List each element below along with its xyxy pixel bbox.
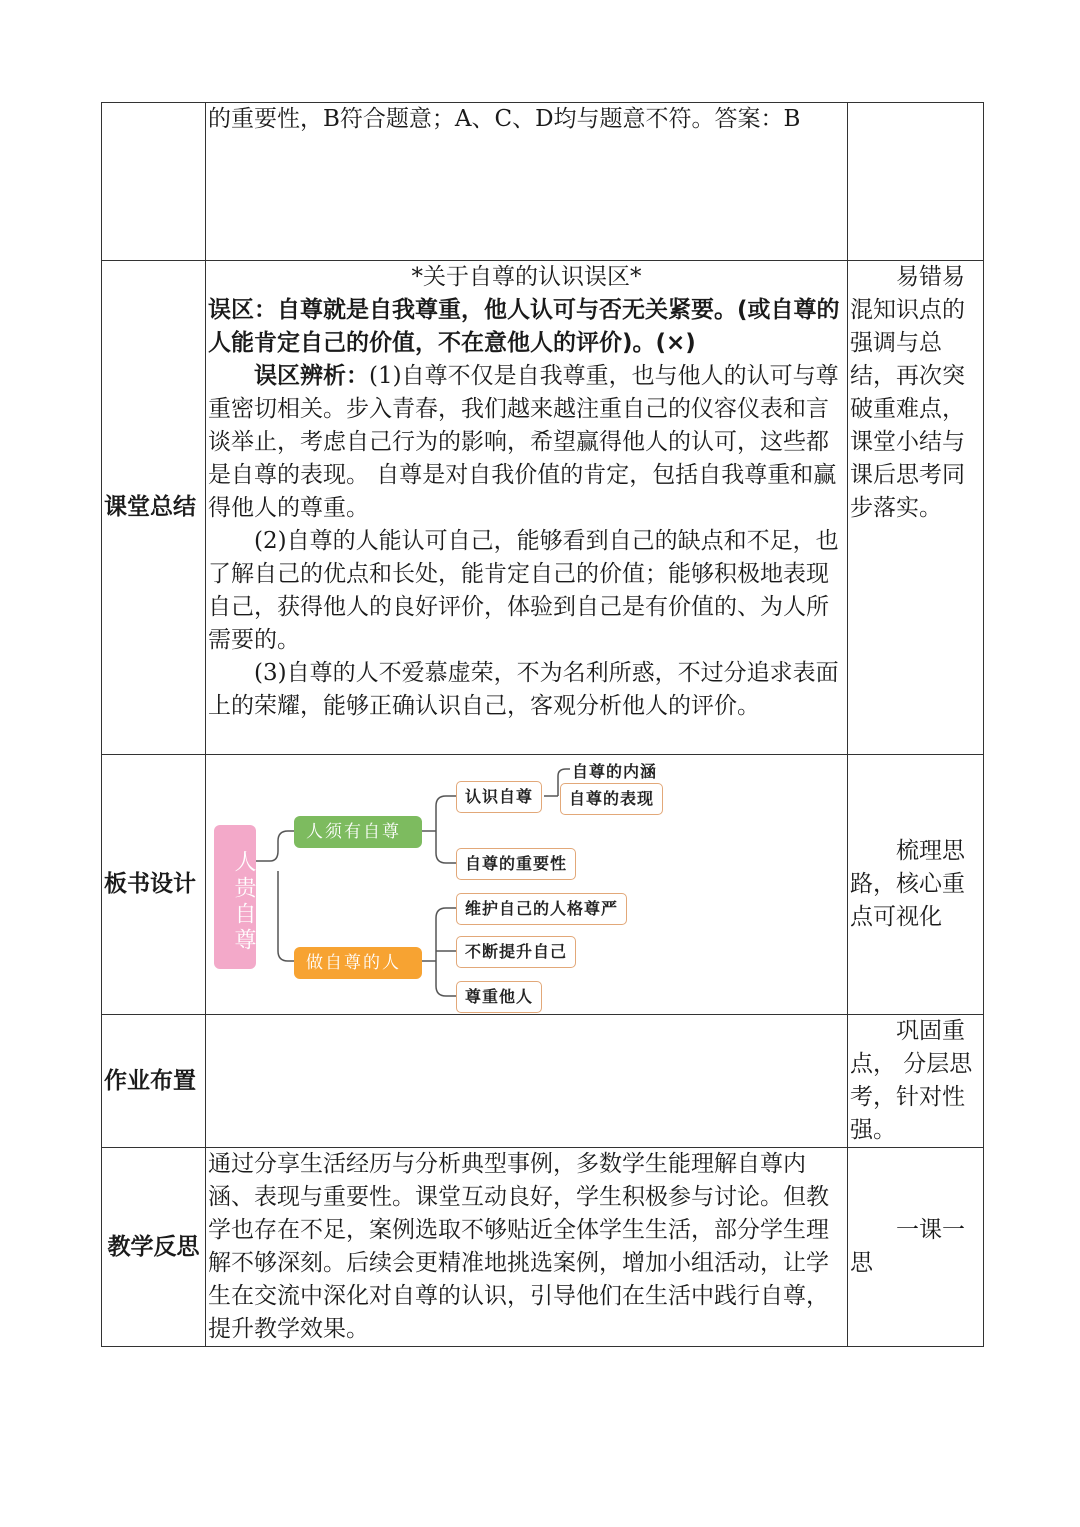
row-answer-note	[848, 103, 984, 261]
board-label: 板书设计	[102, 755, 206, 1015]
branch-self-respect-needed: 人须有自尊	[294, 816, 422, 848]
board-content	[206, 755, 848, 1015]
homework-note: 巩固重点， 分层思考，针对性强。	[848, 1015, 984, 1148]
summary-note: 易错易混知识点的强调与总结，再次突破重难点，课堂小结与课后思考同步落实。	[848, 261, 984, 755]
node-connotation: 自尊的内涵	[572, 762, 658, 781]
lesson-plan-table	[101, 102, 984, 1347]
analysis-p3: (3)自尊的人不爱慕虚荣，不为名利所惑，不过分追求表面上的荣耀，能够正确认识自己，客观分析他人的评价。	[208, 660, 839, 719]
node-know-self-respect: 认识自尊	[456, 781, 542, 813]
mind-map	[208, 761, 668, 1013]
row-summary	[102, 261, 984, 755]
reflection-label: 教学反思	[102, 1148, 206, 1347]
reflection-note: 一课一思	[848, 1148, 984, 1347]
analysis-label: 误区辨析：	[254, 363, 369, 389]
reflection-content: 通过分享生活经历与分析典型事例，多数学生能理解自尊内涵、表现与重要性。课堂互动良好，学生积极参与讨论。但教学也存在不足，案例选取不够贴近全体学生生活，部分学生理解不够深刻。后续会更精准地挑选案例，增加小组活动，让学生在交流中深化对自尊的认识，引导他们在生活中践行自尊，提升教学效果。	[206, 1148, 848, 1347]
analysis-p1-text: (1)自尊不仅是自我尊重，也与他人的认可与尊重密切相关。步入青春，我们越来越注重自己的仪容仪表和言谈举止，考虑自己行为的影响，希望赢得他人的认可，这些都是自尊的表现。 自尊是对自我价值的肯定，包括自我尊重和赢得他人的尊重。	[208, 363, 839, 521]
row-board	[102, 755, 984, 1015]
board-note: 梳理思路，核心重点可视化	[848, 755, 984, 1015]
analysis-p2: (2)自尊的人能认可自己，能够看到自己的缺点和不足，也了解自己的优点和长处，能肯定自己的价值；能够积极地表现自己，获得他人的良好评价，体验到自己是有价值的、为人所需要的。	[208, 528, 839, 653]
homework-label: 作业布置	[102, 1015, 206, 1148]
summary-heading: *关于自尊的认识误区*	[411, 264, 642, 290]
summary-content	[206, 261, 848, 755]
homework-content	[206, 1015, 848, 1148]
row-answer-content: 的重要性，B符合题意；A、C、D均与题意不符。答案：B	[206, 103, 848, 261]
node-manifestation: 自尊的表现	[560, 783, 663, 815]
row-answer	[102, 103, 984, 261]
misconception-text: 误区：自尊就是自我尊重，他人认可与否无关紧要。(或自尊的人能肯定自己的价值，不在意他人的评价)。(×)	[208, 297, 840, 356]
node-improve: 不断提升自己	[456, 936, 576, 968]
branch-be-self-respecting: 做自尊的人	[294, 947, 422, 979]
row-homework	[102, 1015, 984, 1148]
summary-label: 课堂总结	[102, 261, 206, 755]
node-dignity: 维护自己的人格尊严	[456, 893, 627, 925]
node-importance: 自尊的重要性	[456, 848, 576, 880]
analysis-p1	[208, 360, 845, 525]
mind-map-root: 人贵自尊	[214, 825, 256, 969]
row-reflection	[102, 1148, 984, 1347]
row-answer-label	[102, 103, 206, 261]
node-respect-others: 尊重他人	[456, 981, 542, 1013]
